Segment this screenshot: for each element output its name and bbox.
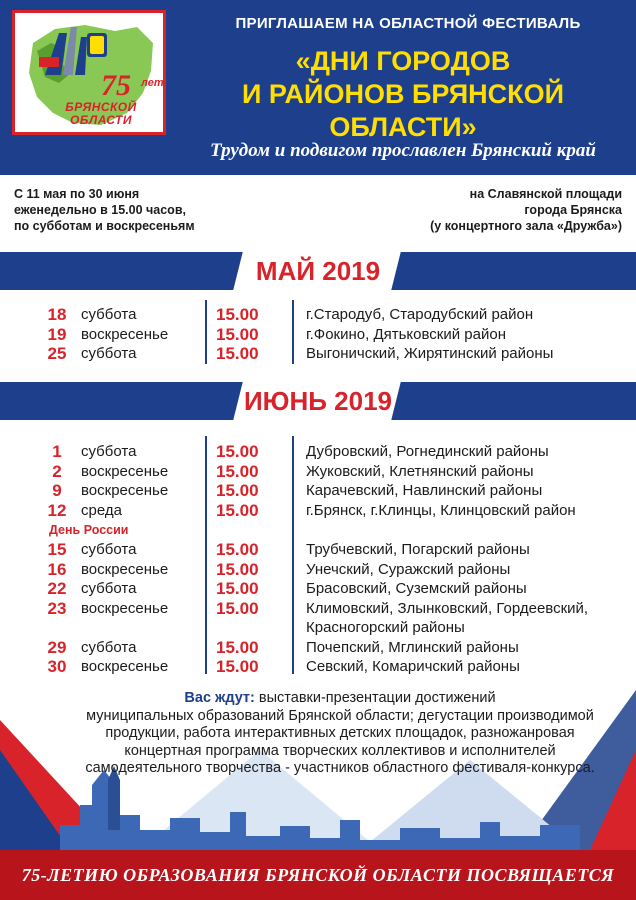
await-text1: выставки-презентации достижений xyxy=(254,690,496,706)
schedule-row xyxy=(0,344,636,364)
logo-line2: ОБЛАСТИ xyxy=(70,113,132,127)
row-time: 15.00 xyxy=(216,657,259,676)
may-title: МАЙ 2019 xyxy=(255,256,381,286)
row-time: 15.00 xyxy=(216,579,259,598)
poster-header xyxy=(0,0,636,175)
row-time: 15.00 xyxy=(216,559,259,579)
row-place: Жуковский, Клетнянский районы xyxy=(306,462,534,480)
row-time: 15.00 xyxy=(216,637,259,657)
row-weekday: воскресенье xyxy=(81,560,169,578)
holiday-row xyxy=(0,520,636,540)
row-time: 15.00 xyxy=(216,305,259,324)
slogan: Трудом и подвигом прославлен Брянский край xyxy=(210,140,596,161)
info-right-line1: на Славянской площади xyxy=(469,187,622,201)
row-time: 15.00 xyxy=(216,324,259,344)
row-day: 1 xyxy=(52,442,62,461)
row-day: 19 xyxy=(47,324,67,344)
row-time: 15.00 xyxy=(216,540,259,559)
row-weekday: воскресенье xyxy=(81,462,169,480)
row-weekday: суббота xyxy=(81,306,137,323)
row-weekday: воскресенье xyxy=(81,482,169,499)
await-line2: муниципальных образований Брянской области; дегустации производимой xyxy=(86,707,594,724)
await-line5: самодеятельного творчества - участников областного фестиваля-конкурса. xyxy=(85,760,595,776)
row-place: г.Фокино, Дятьковский район xyxy=(306,325,506,343)
row-weekday: воскресенье xyxy=(81,325,169,343)
row-time: 15.00 xyxy=(216,461,259,481)
logo-number: 75 xyxy=(101,69,131,102)
holiday-label: День России xyxy=(49,523,129,537)
info-left-line1: С 11 мая по 30 июня xyxy=(14,187,140,201)
row-place: Карачевский, Навлинский районы xyxy=(306,482,543,499)
invite-text: ПРИГЛАШАЕМ НА ОБЛАСТНОЙ ФЕСТИВАЛЬ xyxy=(235,15,581,32)
row-weekday: суббота xyxy=(81,638,137,656)
schedule-row xyxy=(0,305,636,325)
june-title: ИЮНЬ 2019 xyxy=(243,386,393,416)
info-right-line3: (у концертного зала «Дружба») xyxy=(430,219,622,233)
row-place: Севский, Комаричский районы xyxy=(306,658,520,675)
row-day: 25 xyxy=(47,344,67,363)
info-left-line2: еженедельно в 15.00 часов, xyxy=(14,203,186,217)
row-place: Унечский, Суражский районы xyxy=(306,560,511,578)
row-weekday: воскресенье xyxy=(81,658,169,675)
row-time: 15.00 xyxy=(216,442,259,461)
await-label: Вас ждут: xyxy=(184,690,255,706)
await-line3: продукции, работа интерактивных детских площадок, разножанровая xyxy=(105,725,575,741)
logo-region-name xyxy=(45,101,157,127)
logo-suffix: лет xyxy=(141,77,164,89)
schedule-row xyxy=(0,442,636,462)
row-day: 30 xyxy=(47,657,67,676)
row-weekday: суббота xyxy=(81,443,137,460)
row-weekday: суббота xyxy=(81,345,137,362)
festival-title-line2: И РАЙОНОВ БРЯНСКОЙ ОБЛАСТИ» xyxy=(242,79,564,142)
row-place: Дубровский, Рогнединский районы xyxy=(306,443,549,460)
dedication-text: 75-ЛЕТИЮ ОБРАЗОВАНИЯ БРЯНСКОЙ ОБЛАСТИ ПОСВЯЩАЕТСЯ xyxy=(21,865,615,885)
await-line1 xyxy=(60,690,620,708)
row-place: Почепский, Мглинский районы xyxy=(306,638,519,656)
schedule-row xyxy=(0,325,636,345)
row-day: 15 xyxy=(47,540,67,559)
row-day: 9 xyxy=(52,481,62,500)
row-weekday: суббота xyxy=(81,580,137,597)
festival-title xyxy=(170,45,636,144)
row-time: 15.00 xyxy=(216,344,259,363)
venue-info xyxy=(430,186,622,234)
anniversary-logo xyxy=(12,10,166,135)
row-day: 2 xyxy=(52,461,62,481)
row-place: Брасовский, Суземский районы xyxy=(306,580,527,597)
row-place: Климовский, Злынковский, Гордеевский, xyxy=(306,599,589,617)
row-day: 23 xyxy=(47,598,67,618)
row-place: Трубчевский, Погарский районы xyxy=(306,541,530,558)
schedule-info xyxy=(14,186,195,234)
row-day: 12 xyxy=(47,500,67,520)
info-right-line2: города Брянска xyxy=(524,203,622,217)
row-day: 16 xyxy=(47,559,67,579)
logo-line1: БРЯНСКОЙ xyxy=(65,100,137,114)
dedication-footer xyxy=(0,850,636,900)
row-weekday: суббота xyxy=(81,541,137,558)
festival-title-line1: «ДНИ ГОРОДОВ xyxy=(295,46,511,76)
schedule-row xyxy=(0,501,636,521)
row-place: г.Стародуб, Стародубский район xyxy=(306,306,534,323)
row-time: 15.00 xyxy=(216,500,259,520)
row-day: 29 xyxy=(47,637,67,657)
schedule-row xyxy=(0,579,636,599)
program-description xyxy=(60,690,620,778)
schedule-row xyxy=(0,560,636,580)
schedule-row xyxy=(0,540,636,560)
row-weekday: среда xyxy=(81,501,122,519)
row-weekday: воскресенье xyxy=(81,599,169,617)
info-left-line3: по субботам и воскресеньям xyxy=(14,219,195,233)
row-time: 15.00 xyxy=(216,481,259,500)
schedule-row xyxy=(0,462,636,482)
row-day: 18 xyxy=(47,305,67,324)
await-line4: концертная программа творческих коллективов и исполнителей xyxy=(124,742,556,759)
schedule-row xyxy=(0,481,636,501)
row-place: Выгоничский, Жирятинский районы xyxy=(306,345,554,362)
row-place: г.Брянск, г.Клинцы, Клинцовский район xyxy=(306,501,576,519)
row-time: 15.00 xyxy=(216,598,259,618)
row-place-continued: Красногорский районы xyxy=(306,619,465,636)
may-schedule xyxy=(0,305,636,364)
row-day: 22 xyxy=(47,579,67,598)
